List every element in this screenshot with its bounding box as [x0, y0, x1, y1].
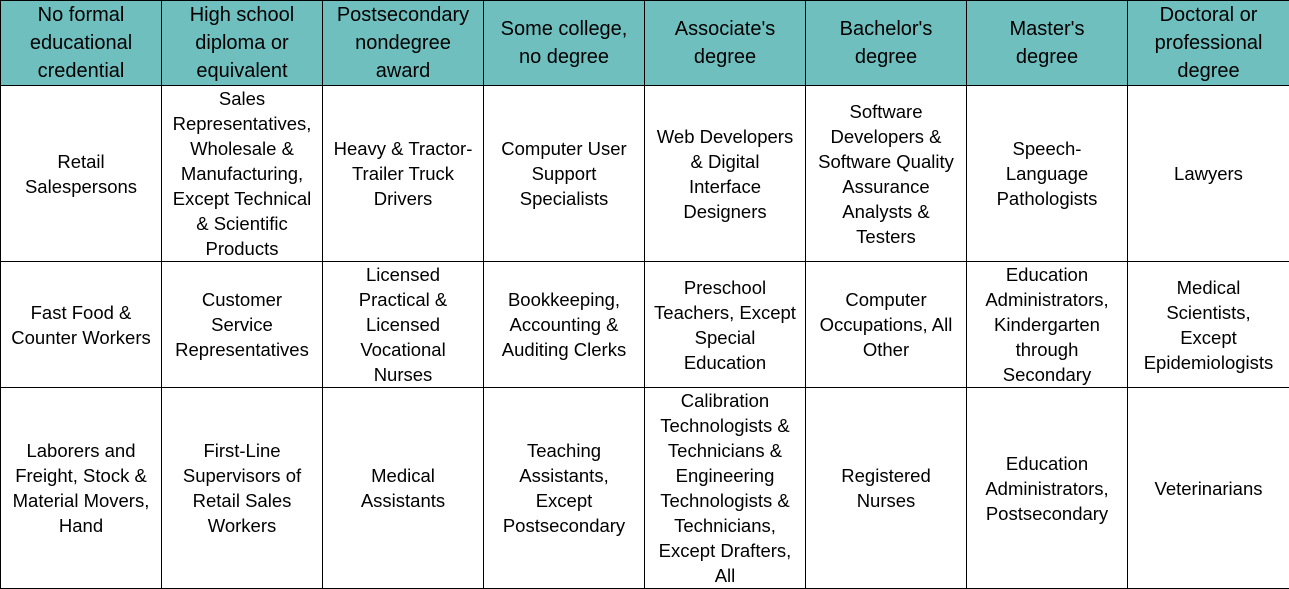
table-cell: Veterinarians	[1128, 388, 1289, 589]
table-cell: First-Line Supervisors of Retail Sales Workers	[162, 388, 323, 589]
table-cell: Medical Assistants	[323, 388, 484, 589]
table-cell: Medical Scientists, Except Epidemiologists	[1128, 262, 1289, 388]
header-postsecondary-nondegree: Postsecondary nondegree award	[323, 1, 484, 86]
table-cell: Sales Representatives, Wholesale & Manufacturing, Except Technical & Scientific Products	[162, 86, 323, 262]
header-row	[1, 1, 1289, 86]
table-cell: Software Developers & Software Quality Assurance Analysts & Testers	[806, 86, 967, 262]
table-cell: Teaching Assistants, Except Postsecondary	[484, 388, 645, 589]
header-no-formal-credential: No formal educational credential	[1, 1, 162, 86]
table-cell: Bookkeeping, Accounting & Auditing Clerks	[484, 262, 645, 388]
header-bachelors: Bachelor's degree	[806, 1, 967, 86]
table-cell: Registered Nurses	[806, 388, 967, 589]
table-cell: Heavy & Tractor- Trailer Truck Drivers	[323, 86, 484, 262]
table-cell: Lawyers	[1128, 86, 1289, 262]
header-high-school: High school diploma or equivalent	[162, 1, 323, 86]
table-cell: Retail Salespersons	[1, 86, 162, 262]
table-cell: Web Developers & Digital Interface Designers	[645, 86, 806, 262]
header-masters: Master's degree	[967, 1, 1128, 86]
table-cell: Laborers and Freight, Stock & Material Movers, Hand	[1, 388, 162, 589]
table-cell: Licensed Practical & Licensed Vocational Nurses	[323, 262, 484, 388]
table-row	[1, 262, 1289, 388]
table-cell: Customer Service Representatives	[162, 262, 323, 388]
table-cell: Calibration Technologists & Technicians & Engineering Technologists & Technicians, Except Drafters, All	[645, 388, 806, 589]
header-some-college: Some college, no degree	[484, 1, 645, 86]
table-cell: Education Administrators, Postsecondary	[967, 388, 1128, 589]
table-cell: Computer Occupations, All Other	[806, 262, 967, 388]
table-cell: Education Administrators, Kindergarten through Secondary	[967, 262, 1128, 388]
table-row	[1, 86, 1289, 262]
table-row	[1, 388, 1289, 589]
header-doctoral: Doctoral or professional degree	[1128, 1, 1289, 86]
header-associates: Associate's degree	[645, 1, 806, 86]
table-cell: Fast Food & Counter Workers	[1, 262, 162, 388]
table-cell: Computer User Support Specialists	[484, 86, 645, 262]
table-cell: Preschool Teachers, Except Special Education	[645, 262, 806, 388]
table-cell: Speech- Language Pathologists	[967, 86, 1128, 262]
